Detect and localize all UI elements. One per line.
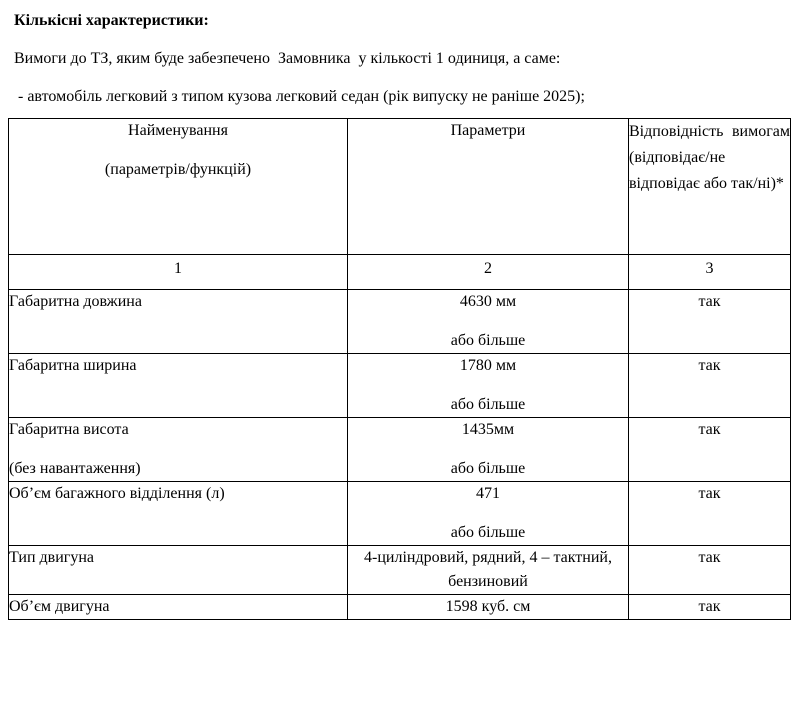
parameter-name-cell <box>9 482 348 546</box>
table-row <box>9 482 791 546</box>
compliance-cell <box>629 595 791 620</box>
table-row <box>9 546 791 595</box>
table-row <box>9 595 791 620</box>
cell-text-line: так <box>698 549 721 566</box>
header-name-line-1: Найменування <box>128 122 228 139</box>
parameter-name-cell <box>9 595 348 620</box>
parameter-name-cell <box>9 290 348 354</box>
cell-text-line: Габаритна висота <box>9 421 129 438</box>
parameter-name-cell <box>9 546 348 595</box>
cell-text-line: (без навантаження) <box>9 460 141 477</box>
requirements-table <box>8 118 791 620</box>
cell-text-line: 471 <box>476 485 500 502</box>
cell-text-line: так <box>698 357 721 374</box>
table-row <box>9 290 791 354</box>
requirements-table-body <box>9 119 791 620</box>
cell-text-line: Тип двигуна <box>9 549 94 566</box>
parameter-value-cell <box>348 290 629 354</box>
header-name-line-2: (параметрів/функцій) <box>104 161 252 178</box>
cell-text-line: 1435мм <box>461 421 515 438</box>
header-params-column <box>348 119 629 255</box>
column-number-3: 3 <box>629 255 791 290</box>
cell-text-line: 4630 мм <box>459 293 517 310</box>
table-header-row <box>9 119 791 255</box>
cell-text-line: або більше <box>450 460 526 477</box>
cell-text-line: так <box>698 485 721 502</box>
header-compliance-column: Відповідність вимогам (відповідає/не відповідає або так/ні)* <box>629 119 791 255</box>
cell-text-line: 1780 мм <box>459 357 517 374</box>
compliance-cell <box>629 546 791 595</box>
column-number-1: 1 <box>9 255 348 290</box>
intro-paragraph: Вимоги до ТЗ, яким буде забезпечено Замовника у кількості 1 одиниця, а саме: <box>14 50 561 67</box>
cell-text-line: так <box>698 421 721 438</box>
table-row <box>9 354 791 418</box>
compliance-cell <box>629 290 791 354</box>
header-name-column <box>9 119 348 255</box>
table-row <box>9 418 791 482</box>
cell-text-line: Габаритна довжина <box>9 293 142 310</box>
parameter-value-cell <box>348 482 629 546</box>
cell-text-line: 4-циліндровий, рядний, 4 – тактний, бензиновий <box>364 549 612 590</box>
column-number-row <box>9 255 791 290</box>
cell-text-line: Об’єм багажного відділення (л) <box>9 485 225 502</box>
parameter-name-cell <box>9 418 348 482</box>
header-params-label: Параметри <box>450 122 526 139</box>
cell-text-line: або більше <box>450 524 526 541</box>
cell-text-line: Об’єм двигуна <box>9 598 110 615</box>
compliance-cell <box>629 418 791 482</box>
cell-text-line: так <box>698 293 721 310</box>
cell-text-line: або більше <box>450 332 526 349</box>
parameter-name-cell <box>9 354 348 418</box>
section-heading: Кількісні характеристики: <box>14 12 209 29</box>
cell-text-line: 1598 куб. см <box>445 598 531 615</box>
column-number-2: 2 <box>348 255 629 290</box>
compliance-cell <box>629 354 791 418</box>
parameter-value-cell <box>348 418 629 482</box>
cell-text-line: Габаритна ширина <box>9 357 137 374</box>
cell-text-line: так <box>698 598 721 615</box>
compliance-cell <box>629 482 791 546</box>
parameter-value-cell <box>348 595 629 620</box>
bullet-line: - автомобіль легковий з типом кузова легковий седан (рік випуску не раніше 2025); <box>14 88 585 105</box>
parameter-value-cell <box>348 546 629 595</box>
parameter-value-cell <box>348 354 629 418</box>
cell-text-line: або більше <box>450 396 526 413</box>
